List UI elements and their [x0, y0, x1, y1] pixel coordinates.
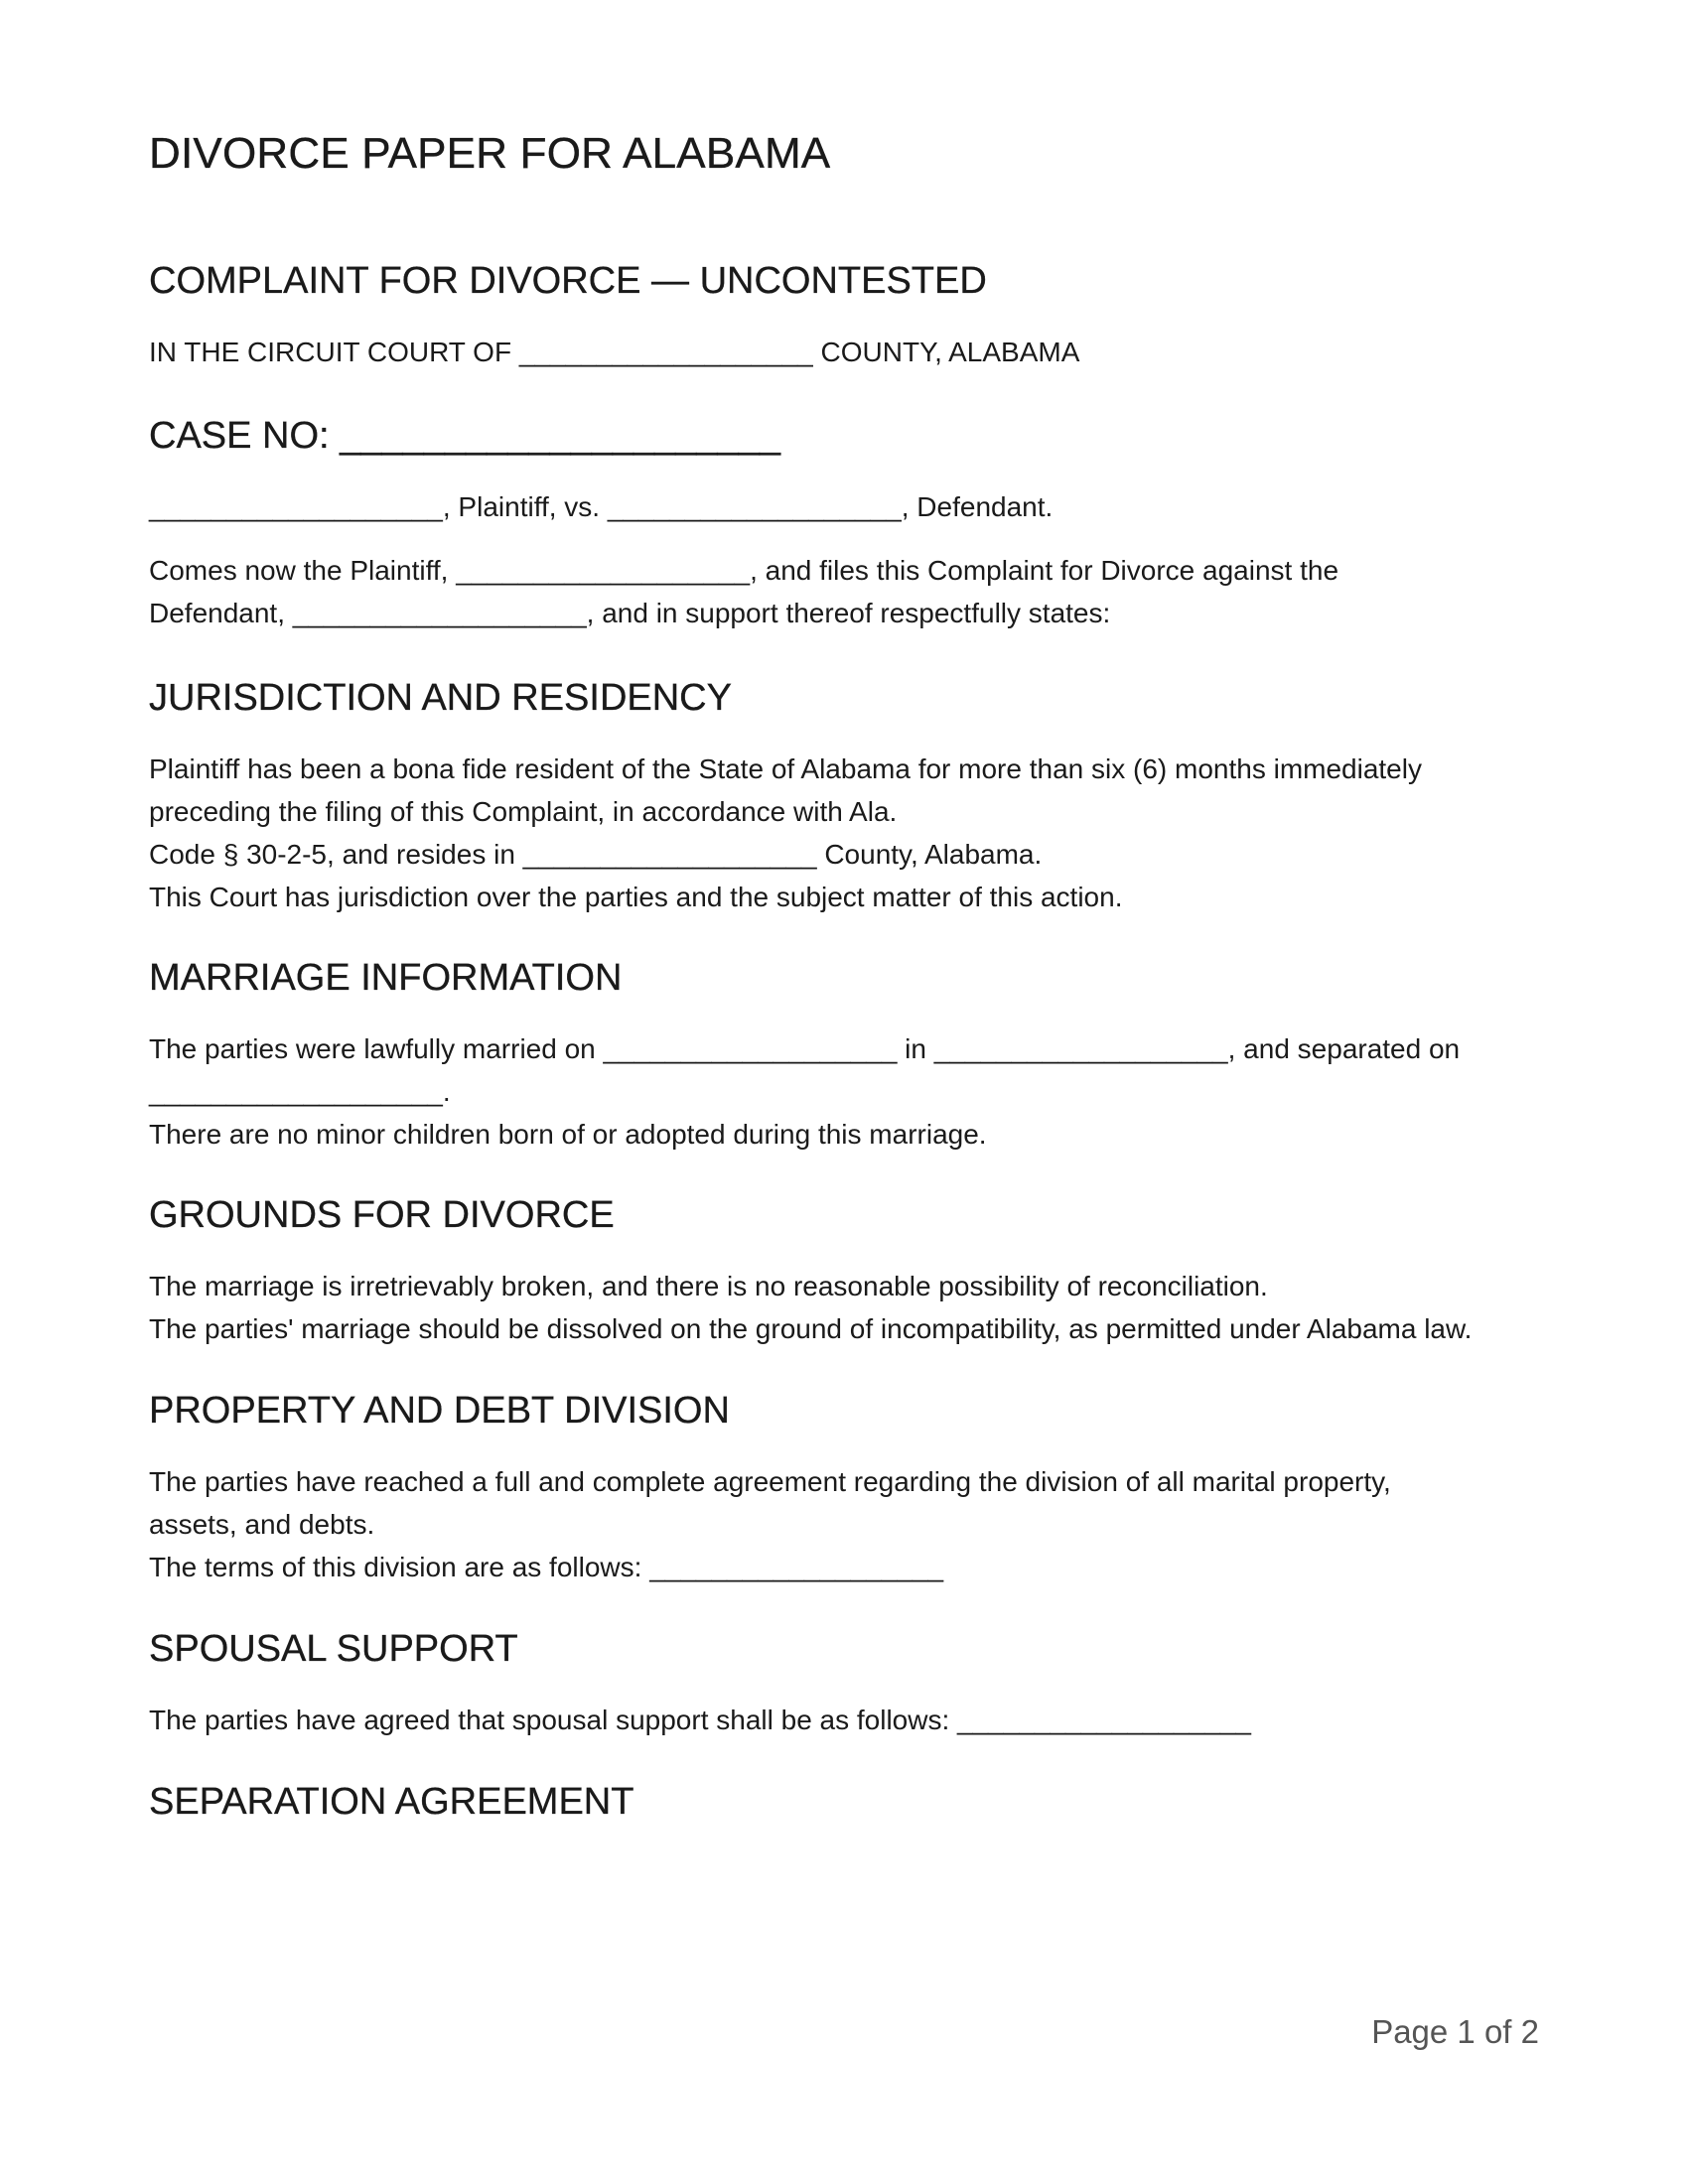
parties-line: ___________________, Plaintiff, vs. ___________________, Defendant.	[149, 491, 1054, 522]
marriage-line-1: The parties were lawfully married on ___________________ in ___________________, and separated on	[149, 1033, 1461, 1064]
jurisdiction-line-1: Plaintiff has been a bona fide resident of the State of Alabama for more than six (6) months immediately	[149, 753, 1422, 784]
document-page	[149, 0, 1549, 2184]
page-number: Page 1 of 2	[1371, 2013, 1539, 2050]
case-number: CASE NO: _____________________	[149, 415, 780, 457]
marriage-line-3: There are no minor children born of or adopted during this marriage.	[149, 1119, 987, 1150]
spousal-line-1: The parties have agreed that spousal support shall be as follows: ___________________	[149, 1705, 1251, 1735]
property-line-3: The terms of this division are as follows: ___________________	[149, 1552, 944, 1582]
spousal-heading: SPOUSAL SUPPORT	[149, 1628, 518, 1670]
document-title: DIVORCE PAPER FOR ALABAMA	[149, 129, 831, 178]
jurisdiction-line-3: Code § 30-2-5, and resides in ___________________ County, Alabama.	[149, 839, 1043, 870]
complaint-heading: COMPLAINT FOR DIVORCE — UNCONTESTED	[149, 260, 987, 302]
intro-line-1: Comes now the Plaintiff, ___________________, and files this Complaint for Divorce against the	[149, 555, 1339, 586]
property-line-2: assets, and debts.	[149, 1509, 375, 1540]
court-line: IN THE CIRCUIT COURT OF ___________________ COUNTY, ALABAMA	[149, 337, 1080, 367]
marriage-line-2: ___________________.	[149, 1076, 451, 1107]
marriage-heading: MARRIAGE INFORMATION	[149, 957, 623, 999]
grounds-heading: GROUNDS FOR DIVORCE	[149, 1194, 615, 1236]
jurisdiction-line-2: preceding the filing of this Complaint, in accordance with Ala.	[149, 796, 898, 827]
intro-line-2: Defendant, ___________________, and in support thereof respectfully states:	[149, 598, 1111, 628]
jurisdiction-line-4: This Court has jurisdiction over the parties and the subject matter of this action.	[149, 882, 1123, 912]
grounds-line-1: The marriage is irretrievably broken, and there is no reasonable possibility of reconciliation.	[149, 1271, 1268, 1301]
property-heading: PROPERTY AND DEBT DIVISION	[149, 1390, 730, 1432]
grounds-line-2: The parties' marriage should be dissolved on the ground of incompatibility, as permitted under Alabama law.	[149, 1313, 1473, 1344]
jurisdiction-heading: JURISDICTION AND RESIDENCY	[149, 677, 732, 719]
property-line-1: The parties have reached a full and complete agreement regarding the division of all marital property,	[149, 1466, 1391, 1497]
separation-heading: SEPARATION AGREEMENT	[149, 1781, 634, 1823]
